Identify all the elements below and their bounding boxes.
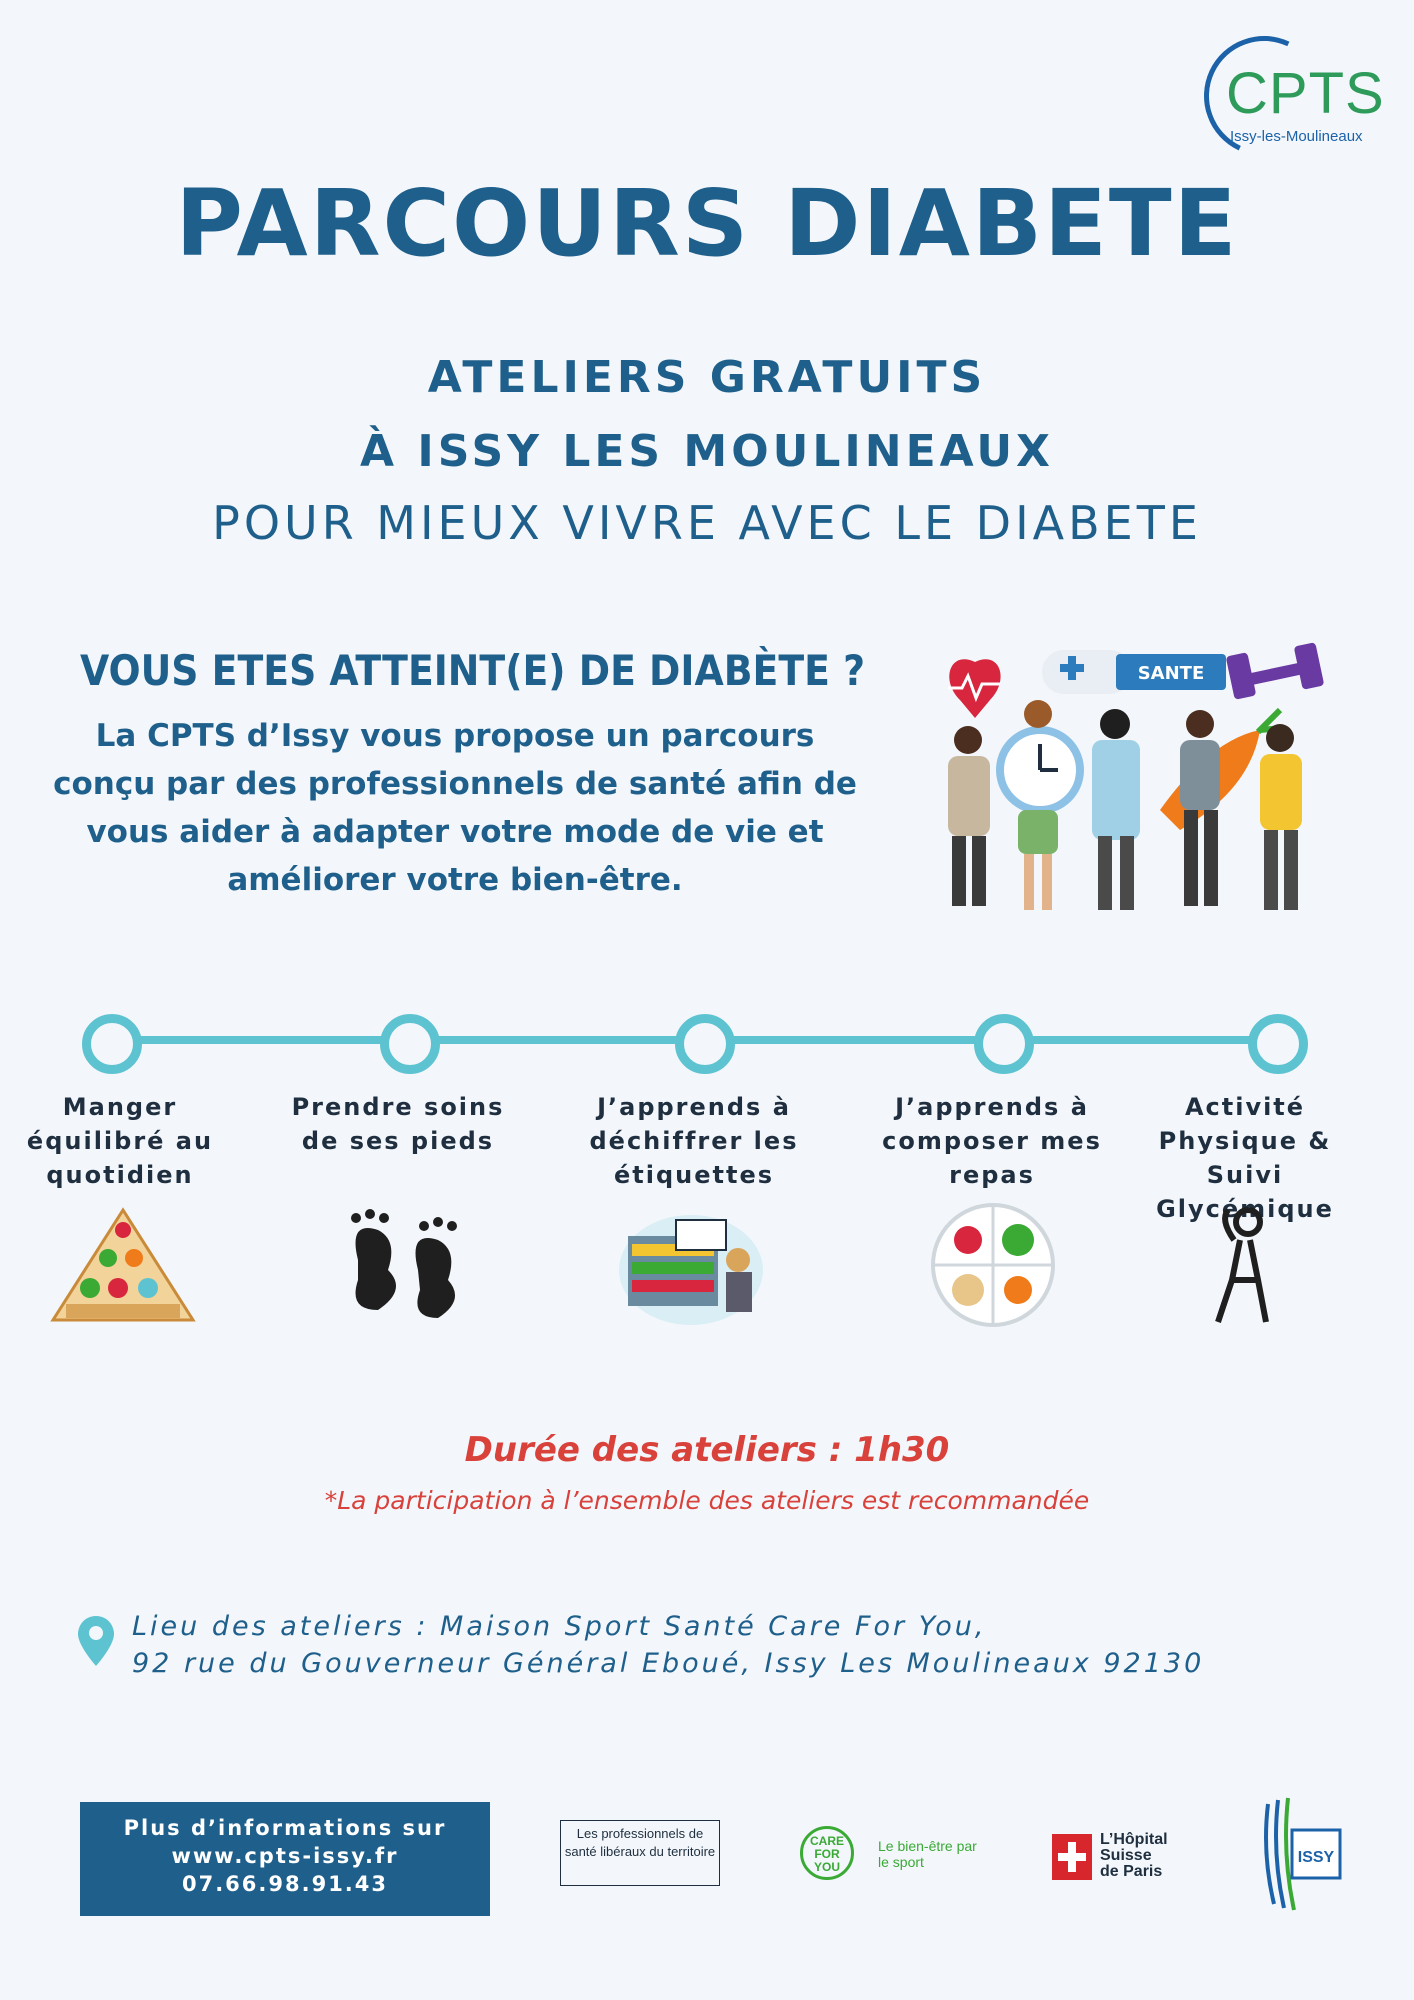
- subtitle-line1: ATELIERS GRATUITS: [427, 352, 987, 403]
- location-line2: 92 rue du Gouverneur Général Eboué, Issy Les Moulineaux 92130: [132, 1648, 1205, 1679]
- info-website-link[interactable]: www.cpts-issy.fr: [171, 1844, 399, 1868]
- care-tagline: Le bien-être par le sport: [878, 1838, 977, 1870]
- timeline-dot: [1248, 1014, 1308, 1074]
- step-label: J’apprends à composer mes repas: [882, 1093, 1102, 1189]
- location-text: [132, 1608, 1204, 1682]
- logo-name: CPTS: [1226, 61, 1385, 126]
- timeline-dot: [380, 1014, 440, 1074]
- care-circle: CARE FOR YOU: [800, 1826, 854, 1880]
- hopital-line2: Suisse: [1100, 1847, 1152, 1864]
- step-label: J’apprends à déchiffrer les étiquettes: [589, 1093, 799, 1189]
- step-label: Activité Physique & Suivi Glycémique: [1156, 1093, 1334, 1223]
- location-pin-icon: [78, 1614, 114, 1668]
- ville-issy-logo: [1258, 1794, 1346, 1914]
- subtitle-line3: POUR MIEUX VIVRE AVEC LE DIABETE: [212, 496, 1202, 550]
- hopital-suisse-logo: [1052, 1832, 1192, 1882]
- timeline-dot: [974, 1014, 1034, 1074]
- footprints-icon: [328, 1200, 478, 1330]
- logo-subtitle: Issy-les-Moulineaux: [1230, 128, 1363, 145]
- subtitle-line2: À ISSY LES MOULINEAUX: [360, 426, 1054, 477]
- step-label: Prendre soins de ses pieds: [291, 1093, 505, 1155]
- food-pyramid-icon: [48, 1200, 198, 1330]
- sante-sign: SANTE: [1137, 663, 1205, 684]
- hopital-line1: L’Hôpital: [1100, 1831, 1168, 1848]
- issy-text: ISSY: [1297, 1849, 1335, 1866]
- duration-text: Durée des ateliers : 1h30: [464, 1430, 950, 1470]
- pros-logo: Les professionnels de santé libéraux du territoire: [560, 1820, 720, 1886]
- location-line1: Lieu des ateliers : Maison Sport Santé Care For You,: [132, 1611, 987, 1642]
- timeline-dot: [675, 1014, 735, 1074]
- info-line1: Plus d’informations sur: [123, 1816, 447, 1840]
- page-title: PARCOURS DIABETE: [175, 170, 1239, 277]
- meal-plate-icon: [918, 1200, 1068, 1330]
- step-label: Manger équilibré au quotidien: [26, 1093, 214, 1189]
- supermarket-icon: [616, 1200, 766, 1330]
- swiss-cross-icon: [1052, 1834, 1092, 1880]
- hopital-line3: de Paris: [1100, 1863, 1163, 1880]
- info-box: [80, 1802, 490, 1916]
- cpts-logo: [1196, 30, 1386, 150]
- info-phone: 07.66.98.91.43: [181, 1872, 389, 1896]
- exercise-icon: [1170, 1200, 1320, 1330]
- care-for-you-logo: [800, 1826, 980, 1886]
- question-heading: VOUS ETES ATTEINT(E) DE DIABÈTE ?: [80, 646, 865, 695]
- people-illustration: [930, 640, 1350, 920]
- intro-text: La CPTS d’Issy vous propose un parcours conçu par des professionnels de santé afin de vous aider à adapter votre mode de vie et améliorer votre bien-être.: [53, 718, 857, 898]
- timeline-dot: [82, 1014, 142, 1074]
- recommendation-note: *La participation à l’ensemble des ateliers est recommandée: [324, 1486, 1090, 1515]
